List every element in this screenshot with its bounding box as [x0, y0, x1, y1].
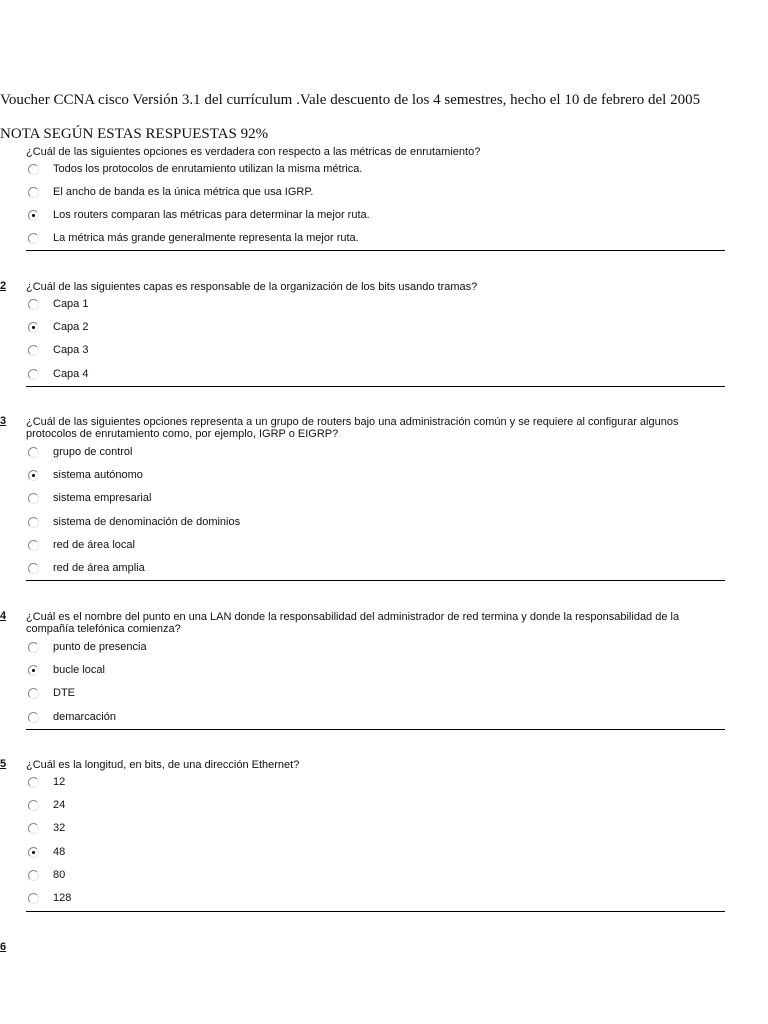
radio-button[interactable]: [28, 688, 39, 699]
question-5-option-5[interactable]: [28, 867, 65, 883]
question-1-option-1[interactable]: [28, 161, 362, 177]
question-3-option-2[interactable]: [28, 467, 143, 483]
radio-button[interactable]: [28, 164, 39, 175]
option-label: bucle local: [53, 664, 105, 676]
radio-button[interactable]: [28, 823, 39, 834]
radio-button[interactable]: [28, 517, 39, 528]
question-divider: [26, 911, 725, 912]
question-2-option-1[interactable]: [28, 296, 88, 312]
question-3-option-6[interactable]: [28, 560, 145, 576]
question-2-option-3[interactable]: [28, 342, 88, 358]
option-label: 128: [53, 892, 72, 904]
option-label: Todos los protocolos de enrutamiento utilizan la misma métrica.: [53, 163, 363, 175]
option-label: sistema autónomo: [53, 469, 143, 481]
question-4-option-3[interactable]: [28, 685, 75, 701]
radio-button[interactable]: [28, 777, 39, 788]
question-5-option-4[interactable]: [28, 844, 65, 860]
question-2-text: ¿Cuál de las siguientes capas es responsable de la organización de los bits usando tramas?: [26, 281, 478, 293]
radio-button[interactable]: [28, 540, 39, 551]
question-1-text: ¿Cuál de las siguientes opciones es verdadera con respecto a las métricas de enrutamiento?: [26, 146, 481, 158]
question-1-option-3[interactable]: [28, 207, 370, 223]
option-label: 48: [53, 846, 66, 858]
question-3-option-1[interactable]: [28, 444, 133, 460]
option-label: 32: [53, 822, 66, 834]
option-label: 24: [53, 799, 66, 811]
option-label: red de área local: [53, 539, 135, 551]
question-4-option-2[interactable]: [28, 662, 105, 678]
question-1-option-4[interactable]: [28, 230, 359, 246]
option-label: Capa 4: [53, 368, 89, 380]
score-heading: NOTA SEGÚN ESTAS RESPUESTAS 92%: [0, 126, 269, 142]
option-label: 12: [53, 776, 66, 788]
question-3-number[interactable]: 3: [0, 415, 7, 427]
radio-button[interactable]: [28, 345, 39, 356]
question-4-number[interactable]: 4: [0, 610, 7, 622]
document-title: Voucher CCNA cisco Versión 3.1 del currículum .Vale descuento de los 4 semestres, hecho el 10 de febrero del 2005: [0, 92, 701, 108]
radio-button[interactable]: [28, 712, 39, 723]
question-4-text: ¿Cuál es el nombre del punto en una LAN donde la responsabilidad del administrador de red termina y donde la responsabilidad de la compañía telefónica comienza?: [26, 611, 680, 635]
option-label: El ancho de banda es la única métrica que usa IGRP.: [53, 186, 314, 198]
option-label: sistema empresarial: [53, 492, 152, 504]
question-3-option-4[interactable]: [28, 514, 240, 530]
radio-button[interactable]: [28, 493, 39, 504]
question-2-number[interactable]: 2: [0, 280, 7, 292]
option-label: Los routers comparan las métricas para determinar la mejor ruta.: [53, 209, 370, 221]
question-divider: [26, 386, 725, 387]
question-3-option-5[interactable]: [28, 537, 135, 553]
question-5-option-3[interactable]: [28, 820, 65, 836]
option-label: Capa 3: [53, 344, 89, 356]
question-2-option-2[interactable]: [28, 319, 88, 335]
option-label: grupo de control: [53, 446, 133, 458]
option-label: Capa 2: [53, 321, 89, 333]
question-6-number[interactable]: 6: [0, 941, 7, 953]
radio-button-selected[interactable]: [28, 470, 39, 481]
radio-button[interactable]: [28, 299, 39, 310]
question-3-option-3[interactable]: [28, 490, 151, 506]
radio-button-selected[interactable]: [28, 665, 39, 676]
question-4-option-1[interactable]: [28, 639, 147, 655]
question-5-number[interactable]: 5: [0, 758, 7, 770]
radio-button[interactable]: [28, 800, 39, 811]
radio-button[interactable]: [28, 233, 39, 244]
option-label: demarcación: [53, 711, 116, 723]
option-label: 80: [53, 869, 66, 881]
option-label: DTE: [53, 687, 75, 699]
question-3-text: ¿Cuál de las siguientes opciones representa a un grupo de routers bajo una administración común y se requiere al configurar algunos protocolos de enrutamiento como, por ejemplo, IGRP o EIGRP?: [26, 416, 679, 440]
radio-button[interactable]: [28, 187, 39, 198]
question-divider: [26, 729, 725, 730]
question-divider: [26, 580, 725, 581]
question-1-option-2[interactable]: [28, 184, 313, 200]
radio-button[interactable]: [28, 369, 39, 380]
question-divider: [26, 250, 725, 251]
question-5-option-1[interactable]: [28, 774, 65, 790]
radio-button-selected[interactable]: [28, 210, 39, 221]
question-4-option-4[interactable]: [28, 709, 116, 725]
radio-button[interactable]: [28, 870, 39, 881]
radio-button[interactable]: [28, 642, 39, 653]
radio-button[interactable]: [28, 563, 39, 574]
radio-button-selected[interactable]: [28, 847, 39, 858]
radio-button[interactable]: [28, 447, 39, 458]
question-5-option-2[interactable]: [28, 797, 65, 813]
option-label: red de área amplia: [53, 562, 145, 574]
option-label: Capa 1: [53, 298, 89, 310]
question-5-option-6[interactable]: [28, 890, 71, 906]
option-label: sistema de denominación de dominios: [53, 516, 241, 528]
question-5-text: ¿Cuál es la longitud, en bits, de una dirección Ethernet?: [26, 759, 300, 771]
radio-button-selected[interactable]: [28, 322, 39, 333]
question-2-option-4[interactable]: [28, 366, 88, 382]
option-label: punto de presencia: [53, 641, 147, 653]
radio-button[interactable]: [28, 893, 39, 904]
option-label: La métrica más grande generalmente representa la mejor ruta.: [53, 232, 359, 244]
